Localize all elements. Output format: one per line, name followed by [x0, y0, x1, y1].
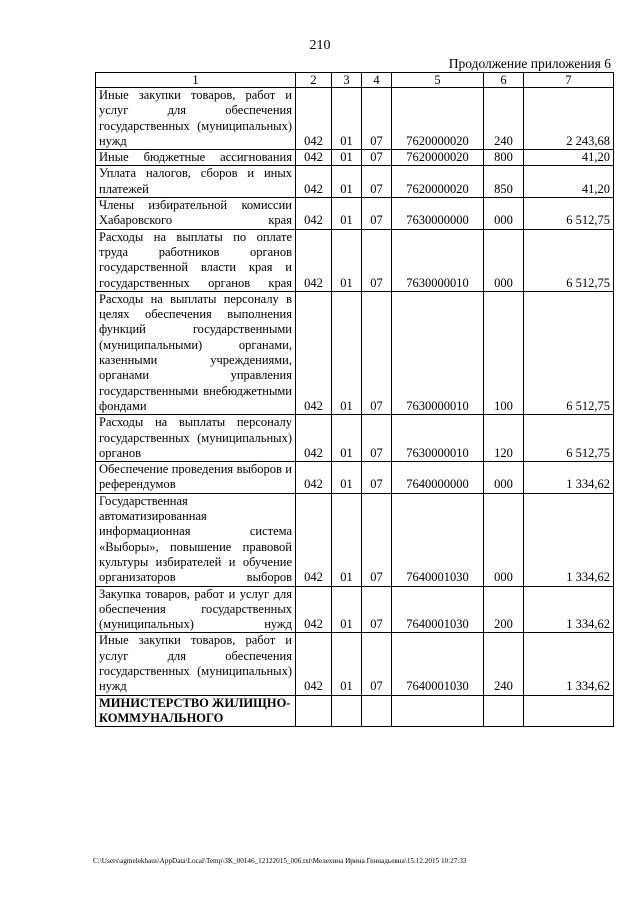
row-name: Иные бюджетные ассигнования	[96, 150, 296, 166]
column-header: 3	[332, 73, 362, 88]
row-name: Расходы на выплаты персоналу в целях обеспечения выполнения функций государственными (муниципальными) органами, казенными учреждениями, органами управления государственными внебюджетными фондами	[96, 291, 296, 414]
amount	[524, 695, 614, 727]
continuation-note: Продолжение приложения 6	[448, 56, 611, 71]
subsection-code: 07	[362, 291, 392, 414]
ministry-code: 042	[296, 198, 332, 230]
table-row	[96, 198, 614, 230]
ministry-code: 042	[296, 633, 332, 695]
section-code: 01	[332, 88, 362, 150]
section-code: 01	[332, 198, 362, 230]
table-row	[96, 229, 614, 291]
row-name: Члены избирательной комиссии Хабаровского края	[96, 198, 296, 230]
table-row	[96, 150, 614, 166]
expense-type: 100	[484, 291, 524, 414]
table-row	[96, 166, 614, 198]
row-name: Расходы на выплаты по оплате труда работников органов государственной власти края и государственных органов края	[96, 229, 296, 291]
row-name: Государственная автоматизированная информационная система «Выборы», повышение правовой культуры избирателей и обучение организаторов выборов	[96, 493, 296, 586]
column-header: 4	[362, 73, 392, 88]
expense-type	[484, 695, 524, 727]
table-row	[96, 633, 614, 695]
subsection-code: 07	[362, 88, 392, 150]
column-header: 1	[96, 73, 296, 88]
amount: 41,20	[524, 150, 614, 166]
ministry-code: 042	[296, 88, 332, 150]
ministry-code: 042	[296, 291, 332, 414]
ministry-code: 042	[296, 493, 332, 586]
section-code: 01	[332, 462, 362, 494]
amount: 41,20	[524, 166, 614, 198]
table-header-row	[96, 73, 614, 88]
row-name: Обеспечение проведения выборов и референдумов	[96, 462, 296, 494]
section-code: 01	[332, 415, 362, 462]
column-header: 6	[484, 73, 524, 88]
table-row	[96, 415, 614, 462]
budget-table	[95, 72, 614, 727]
row-name: Иные закупки товаров, работ и услуг для обеспечения государственных (муниципальных) нужд	[96, 88, 296, 150]
file-path-footer: C:\Users\agmelekhaus\AppData\Local\Temp\3K_00146_12122015_006.txt\Мелехина Ирина Геннадьевна\15.12.2015 10:27:33	[93, 857, 467, 865]
target-article	[392, 695, 484, 727]
subsection-code: 07	[362, 462, 392, 494]
subsection-code: 07	[362, 633, 392, 695]
expense-type: 000	[484, 198, 524, 230]
subsection-code: 07	[362, 586, 392, 633]
row-name: Закупка товаров, работ и услуг для обеспечения государственных (муниципальных) нужд	[96, 586, 296, 633]
expense-type: 240	[484, 633, 524, 695]
ministry-code: 042	[296, 229, 332, 291]
table-row-ministry	[96, 695, 614, 727]
section-code: 01	[332, 493, 362, 586]
amount: 1 334,62	[524, 493, 614, 586]
target-article: 7630000010	[392, 229, 484, 291]
section-code: 01	[332, 586, 362, 633]
target-article: 7620000020	[392, 150, 484, 166]
target-article: 7640000000	[392, 462, 484, 494]
target-article: 7620000020	[392, 88, 484, 150]
section-code	[332, 695, 362, 727]
amount: 6 512,75	[524, 198, 614, 230]
ministry-code: 042	[296, 415, 332, 462]
target-article: 7630000010	[392, 415, 484, 462]
ministry-code	[296, 695, 332, 727]
amount: 6 512,75	[524, 229, 614, 291]
row-name: Уплата налогов, сборов и иных платежей	[96, 166, 296, 198]
table-row	[96, 88, 614, 150]
ministry-heading: МИНИСТЕРСТВО ЖИЛИЩНО-КОММУНАЛЬНОГО	[96, 695, 296, 727]
subsection-code: 07	[362, 415, 392, 462]
subsection-code: 07	[362, 166, 392, 198]
amount: 6 512,75	[524, 415, 614, 462]
ministry-code: 042	[296, 166, 332, 198]
target-article: 7640001030	[392, 586, 484, 633]
column-header: 2	[296, 73, 332, 88]
ministry-code: 042	[296, 462, 332, 494]
subsection-code: 07	[362, 229, 392, 291]
amount: 6 512,75	[524, 291, 614, 414]
table-row	[96, 493, 614, 586]
table-row	[96, 462, 614, 494]
ministry-code: 042	[296, 586, 332, 633]
target-article: 7620000020	[392, 166, 484, 198]
row-name: Иные закупки товаров, работ и услуг для обеспечения государственных (муниципальных) нужд	[96, 633, 296, 695]
amount: 2 243,68	[524, 88, 614, 150]
table-row	[96, 586, 614, 633]
section-code: 01	[332, 150, 362, 166]
page-number: 210	[309, 38, 331, 53]
subsection-code: 07	[362, 493, 392, 586]
expense-type: 000	[484, 229, 524, 291]
column-header: 7	[524, 73, 614, 88]
amount: 1 334,62	[524, 633, 614, 695]
expense-type: 800	[484, 150, 524, 166]
ministry-code: 042	[296, 150, 332, 166]
section-code: 01	[332, 229, 362, 291]
section-code: 01	[332, 166, 362, 198]
section-code: 01	[332, 633, 362, 695]
expense-type: 850	[484, 166, 524, 198]
amount: 1 334,62	[524, 586, 614, 633]
expense-type: 120	[484, 415, 524, 462]
column-header: 5	[392, 73, 484, 88]
expense-type: 000	[484, 493, 524, 586]
expense-type: 240	[484, 88, 524, 150]
subsection-code: 07	[362, 150, 392, 166]
section-code: 01	[332, 291, 362, 414]
expense-type: 200	[484, 586, 524, 633]
target-article: 7630000000	[392, 198, 484, 230]
expense-type: 000	[484, 462, 524, 494]
target-article: 7630000010	[392, 291, 484, 414]
row-name: Расходы на выплаты персоналу государственных (муниципальных) органов	[96, 415, 296, 462]
subsection-code	[362, 695, 392, 727]
amount: 1 334,62	[524, 462, 614, 494]
subsection-code: 07	[362, 198, 392, 230]
table-row	[96, 291, 614, 414]
target-article: 7640001030	[392, 633, 484, 695]
target-article: 7640001030	[392, 493, 484, 586]
